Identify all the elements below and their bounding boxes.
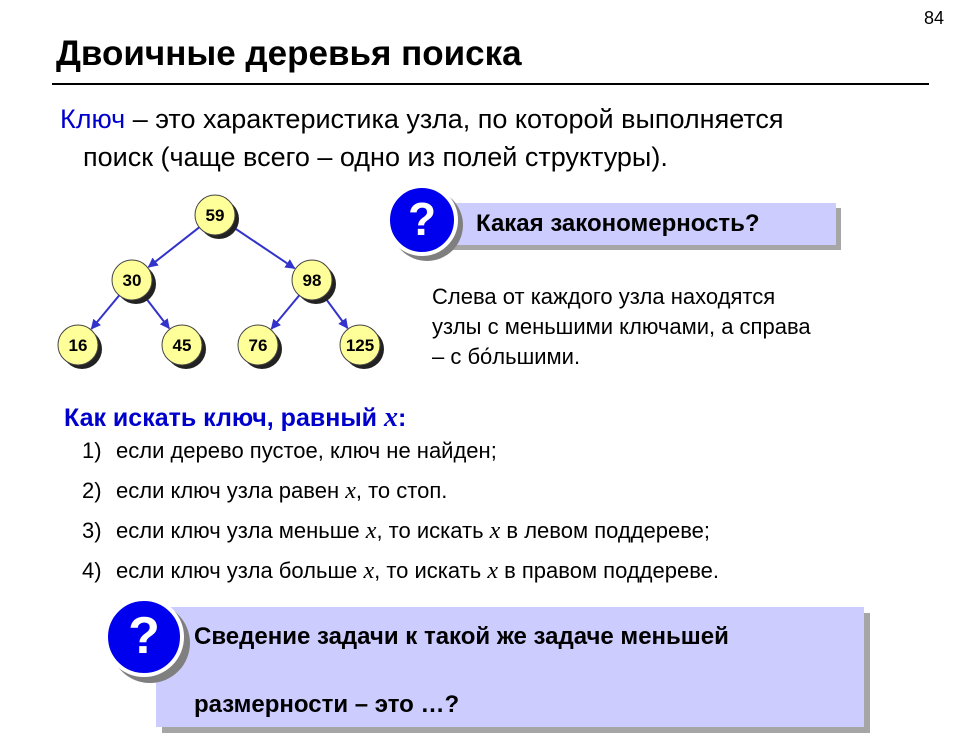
tree-node xyxy=(340,325,384,369)
question-2-line-1: Сведение задачи к такой же задаче меньшей xyxy=(194,623,729,650)
tree-node xyxy=(58,325,102,369)
answer-1-text xyxy=(432,282,912,372)
tree-node xyxy=(195,195,239,239)
answer-1-line-3: – с бо́льшими. xyxy=(432,344,581,369)
step-text: если ключ узла больше xyxy=(116,558,364,583)
intro-paragraph xyxy=(60,100,940,176)
search-heading xyxy=(64,402,406,434)
step-text: в левом поддереве; xyxy=(500,518,711,543)
search-step xyxy=(82,478,447,505)
step-number: 2) xyxy=(82,478,102,503)
search-step xyxy=(82,518,710,545)
node-key: 45 xyxy=(172,336,192,355)
node-key: 76 xyxy=(248,336,268,355)
search-heading-suffix: : xyxy=(397,404,407,432)
step-text: , то стоп. xyxy=(355,478,448,503)
step-number: 3) xyxy=(82,518,102,543)
answer-1-line-1: Слева от каждого узла находятся xyxy=(432,284,776,309)
step-text: если ключ узла равен xyxy=(116,478,346,503)
step-text: если дерево пустое, ключ не найден; xyxy=(116,438,497,463)
step-text: , то искать xyxy=(376,518,490,543)
step-text: , то искать xyxy=(374,558,488,583)
tree-node xyxy=(162,325,206,369)
binary-tree-diagram xyxy=(50,185,410,385)
question-1-text: Какая закономерность? xyxy=(476,210,760,237)
search-heading-var: x xyxy=(383,402,398,433)
tree-edge xyxy=(144,296,169,329)
step-number: 1) xyxy=(82,438,102,463)
intro-line-2: поиск (чаще всего – одно из полей структуры). xyxy=(83,142,668,172)
node-key: 16 xyxy=(68,336,88,355)
step-text: в правом поддереве. xyxy=(497,558,720,583)
question-mark-icon xyxy=(386,184,458,256)
question-2-glyph: ? xyxy=(128,607,160,665)
variable-x: x xyxy=(363,558,375,584)
variable-x: x xyxy=(365,518,377,544)
tree-edge xyxy=(232,226,295,268)
answer-1-line-2: узлы с меньшими ключами, а справа xyxy=(432,314,811,339)
question-1-glyph: ? xyxy=(407,193,437,245)
step-number: 4) xyxy=(82,558,102,583)
tree-edge xyxy=(91,295,119,328)
question-2-line-2: размерности – это …? xyxy=(194,691,460,718)
search-heading-prefix: Как искать ключ, равный xyxy=(64,404,384,432)
intro-line-1-rest: – это характеристика узла, по которой выполняется xyxy=(125,104,784,134)
tree-node xyxy=(238,325,282,369)
question-1-box xyxy=(430,203,836,245)
variable-x: x xyxy=(345,478,356,504)
tree-edge xyxy=(149,227,200,267)
tree-edge xyxy=(324,296,348,328)
question-mark-icon xyxy=(104,597,184,677)
variable-x: x xyxy=(489,518,501,544)
key-term: Ключ xyxy=(60,104,126,134)
node-key: 98 xyxy=(302,271,322,290)
variable-x: x xyxy=(487,558,498,584)
page-title: Двоичные деревья поиска xyxy=(56,34,522,73)
search-step xyxy=(82,438,497,464)
node-key: 30 xyxy=(122,271,142,290)
intro-line-1 xyxy=(60,100,940,138)
slide-number: 84 xyxy=(923,8,944,28)
tree-edge xyxy=(271,295,299,328)
node-key: 59 xyxy=(205,206,225,225)
title-divider xyxy=(52,83,929,85)
step-text: если ключ узла меньше xyxy=(116,518,366,543)
search-step xyxy=(82,558,719,585)
question-2-box xyxy=(156,607,864,727)
node-key: 125 xyxy=(345,336,375,355)
